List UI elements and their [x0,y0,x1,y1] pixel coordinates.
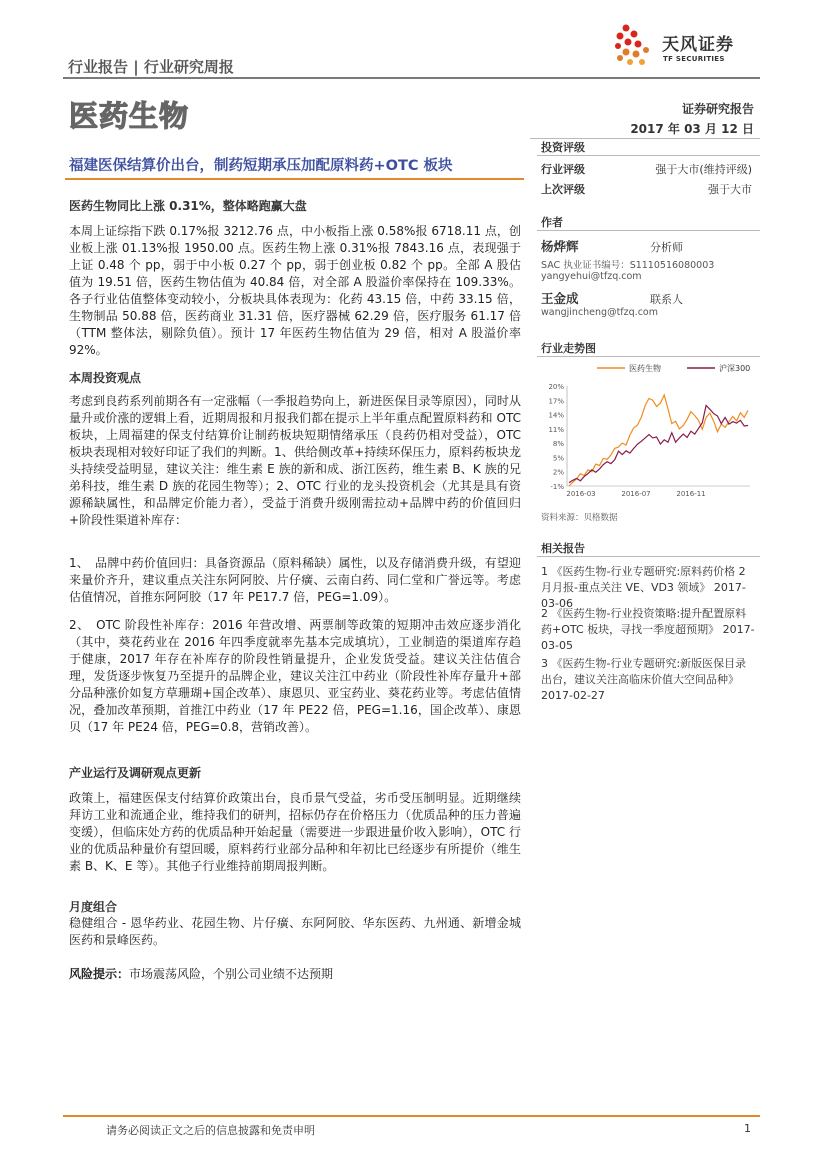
chart-y-tick-label: 20% [548,383,564,391]
title-underline [65,178,524,180]
author2-name: 王金成 [541,291,579,306]
chart-y-tick-label: 11% [548,425,564,434]
chart-series-line-2 [569,406,748,483]
author2-email[interactable]: wangjincheng@tfzq.com [541,307,658,318]
report-type: 证券研究报告 [681,102,754,116]
section-heading-portfolio: 月度组合 [69,900,118,914]
logo-mark-icon [612,22,660,70]
last-rating-label: 上次评级 [541,183,585,196]
industry-rating-value: 强于大市(维持评级) [655,163,752,176]
related-report-2[interactable]: 2 《医药生物-行业投资策略:提升配置原料药+OTC 板块，寻找一季度超预期》 2017-03-05 [541,607,755,652]
related-reports-heading: 相关报告 [541,542,585,555]
main-title: 福建医保结算价出台，制药短期承压加配原料药+OTC 板块 [69,158,453,174]
risk-label: 风险提示： [69,967,130,981]
industry-rating-label: 行业评级 [541,163,585,176]
authors-divider [537,230,760,231]
chart-y-tick-label: -1% [550,483,564,491]
rating-heading: 投资评级 [541,141,585,154]
footer-disclaimer: 请务必阅读正文之后的信息披露和免责申明 [106,1124,315,1137]
chart-y-tick-label: 17% [548,397,564,406]
risk-warning [69,966,521,983]
chart-source: 资料来源：贝格数据 [541,513,618,523]
chart-x-tick-label: 2016-07 [621,490,651,498]
authors-heading: 作者 [541,216,563,229]
trend-divider [537,356,760,357]
views-paragraph-1: 考虑到良药系列前期各有一定涨幅（一季报趋势向上，新进医保目录等原因），同时从量升或价涨的逻辑上看，近期周报和月报我们都在提示上半年重点配置原料药和 OTC 板块，上周福建的保支付结算价让制药板块短期情绪承压（良药仍相对受益），OTC 板块表现相对较好印证了我们的判断。1、供给侧改革+持续环保压力，原料药板块龙头持续受益明显，建议关注：维生素 E 族的新和成、浙江医药，维生素 B、K 族的兄弟科技，维生素 D 族的花园生物等）；2、OTC 行业的龙头投资机会（尤其是具有资源稀缺属性，和品牌定价能力者），受益于消费升级刚需拉动+品牌中药的价值回归+阶段性渠道补库存： [69,394,521,527]
report-date: 2017 年 03 月 12 日 [630,122,754,136]
page-number: 1 [744,1122,751,1135]
last-rating-value: 强于大市 [708,183,752,196]
chart-y-tick-label: 2% [552,468,564,477]
author1-name: 杨烨辉 [541,239,579,254]
related-divider [537,556,760,557]
related-report-3[interactable]: 3 《医药生物-行业专题研究:新版医保目录出台，建议关注高临床价值大空间品种》 2017-02-27 [541,657,747,702]
author1-role: 分析师 [650,241,683,254]
rating-divider [537,155,760,156]
author1-cert: SAC 执业证书编号：S1110516080003 [541,260,715,271]
related-report-1[interactable]: 1 《医药生物-行业专题研究:原料药价格 2 月月报-重点关注 VE、VD3 领域》 2017-03-06 [541,565,746,610]
chart-y-tick-label: 14% [548,411,564,420]
company-logo [612,22,772,72]
section-heading-views: 本周投资观点 [69,371,142,385]
views-paragraph-2: 1、 品牌中药价值回归：具备资源品（原料稀缺）属性，以及存储消费升级，有望迎来量价齐升，建议重点关注东阿阿胶、片仔癀、云南白药、同仁堂和广誉远等。考虑估值情况，首推东阿阿胶（17 年 PE17.7 倍，PEG=1.09）。 [69,556,521,604]
industry-title: 医药生物 [69,99,190,133]
chart-y-tick-label: 5% [552,454,564,463]
chart-x-tick-label: 2016-11 [676,490,706,498]
footer-divider [63,1115,760,1117]
report-category: 行业报告 | 行业研究周报 [68,58,234,76]
performance-paragraph: 本周上证综指下跌 0.17%报 3212.76 点，中小板指上涨 0.58%报 6718.11 点，创业板上涨 01.13%报 1950.00 点。医药生物上涨 0.31%报 7843.16 点，表现强于上证 0.48 个 pp，弱于中小板 0.27 个 pp，弱于创业板 0.82 个 pp。全部 A 股估值为 19.51 倍，医药生物估值为 40.84 倍，对全部 A 股溢价率保持在 109.33%。各子行业估值整体变动较小，分板块具体表现为：化药 43.15 倍，中药 33.15 倍，生物制品 50.88 倍，医药商业 31.31 倍，医疗器械 62.29 倍，医疗服务 61.17 倍（TTM 整体法，剔除负值）。预计 17 年医药生物估值为 29 倍，相对 A 股溢价率 92%。 [69,224,521,357]
industry-trend-chart [537,358,760,506]
author2-role: 联系人 [650,293,683,306]
chart-legend-label: 医药生物 [629,364,661,373]
chart-y-tick-label: 8% [552,440,564,449]
views-paragraph-3: 2、 OTC 阶段性补库存：2016 年营改增、两票制等政策的短期冲击效应逐步消化（其中，葵花药业在 2016 年四季度就率先基本完成填坑），工业制造的渠道库存趋于健康，2017 年存在补库存的阶段性销量提升，企业发货受益。建议关注估值合理，发货逐步恢复乃至提升的品牌企业，建议关注江中药业（阶段性补库存量升+部分品种涨价如复方草珊瑚+国企改革）、康恩贝、亚宝药业、葵花药业等。考虑估值情况，叠加改革预期，首推江中药业（17 年 PE22 倍，PEG=1.16，国企改革）、康恩贝（17 年 PE24 倍，PEG=0.8，营销改善）。 [69,618,521,734]
risk-text: 市场震荡风险，个别公司业绩不达预期 [129,967,334,981]
author1-email[interactable]: yangyehui@tfzq.com [541,271,642,282]
section-heading-industry: 产业运行及调研观点更新 [69,766,202,780]
chart-x-tick-label: 2016-03 [566,490,596,498]
trend-chart-heading: 行业走势图 [541,342,596,355]
portfolio-paragraph: 稳健组合 - 恩华药业、花园生物、片仔癀、东阿阿胶、华东医药、九州通、新增金城医药和景峰医药。 [69,916,521,947]
industry-paragraph: 政策上，福建医保支付结算价政策出台，良币景气受益，劣币受压制明显。近期继续拜访工业和流通企业，维持我们的研判，招标仍存在价格压力（优质品种的压力普遍变缓），但临床处方药的优质品种开始起量（需要进一步跟进量价收入影响），OTC 行业的优质品种量价有望回暖，原料药行业部分品种和年初比已经逐步有所提价（维生素 B、K、E 等）。其他子行业维持前期周报判断。 [69,791,521,873]
header-divider [63,77,760,79]
logo-text-cn: 天风证券 [662,35,734,55]
chart-legend-label: 沪深300 [719,364,751,373]
logo-text-en: TF SECURITIES [663,55,725,63]
section-heading-performance: 医药生物同比上涨 0.31%，整体略跑赢大盘 [69,199,307,213]
